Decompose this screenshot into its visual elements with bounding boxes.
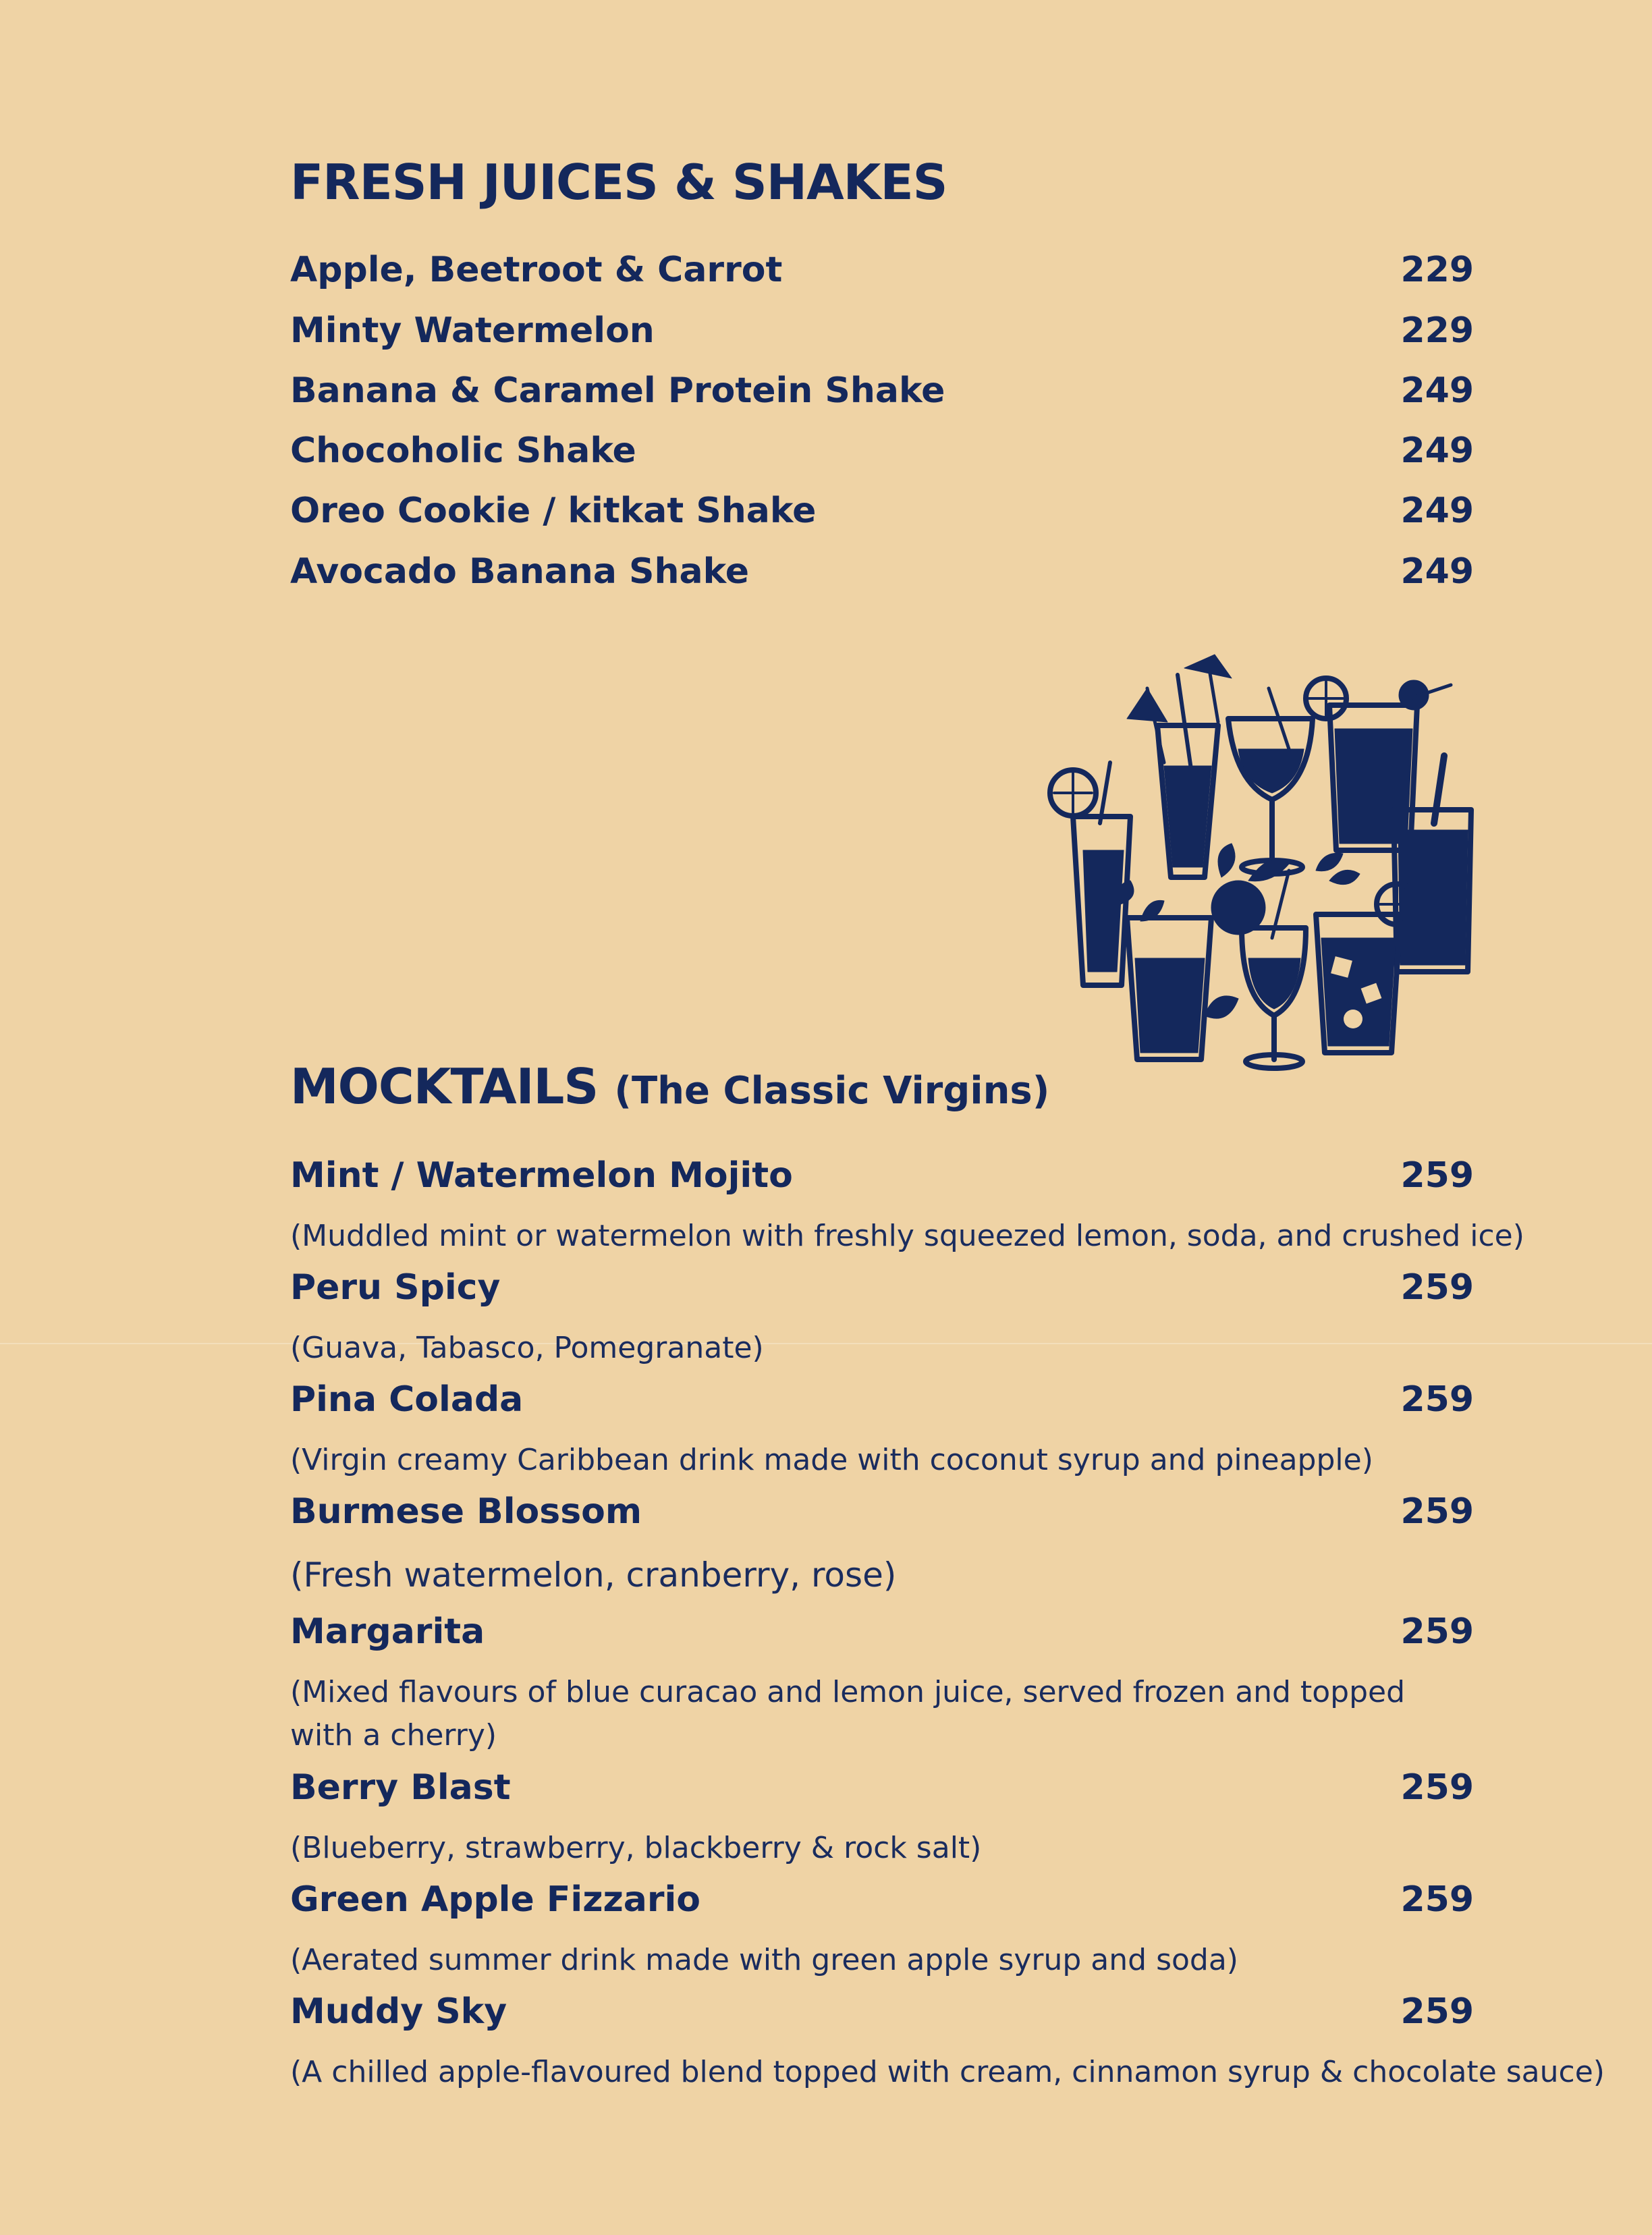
- item-description: (Mixed flavours of blue curacao and lemon juice, served frozen and topped with a cherry): [290, 1675, 1405, 1753]
- cocktail-glasses-icon: [1046, 648, 1485, 1073]
- menu-item-chocoholic-shake: [290, 431, 1474, 471]
- item-name: Minty Watermelon: [290, 310, 655, 351]
- juices-heading: FRESH JUICES & SHAKES: [290, 154, 947, 211]
- item-name: Pina Colada: [290, 1379, 524, 1420]
- item-price: 259: [1400, 1379, 1474, 1420]
- mocktails-heading: [290, 1058, 1049, 1115]
- item-description: (Virgin creamy Caribbean drink made with coconut syrup and pineapple): [290, 1443, 1373, 1477]
- item-name: Mint / Watermelon Mojito: [290, 1155, 793, 1196]
- item-name: Muddy Sky: [290, 1991, 507, 2032]
- item-price: 249: [1400, 370, 1474, 411]
- item-price: 229: [1400, 250, 1474, 290]
- item-name: Peru Spicy: [290, 1267, 501, 1308]
- menu-item-muddy-sky: [290, 1991, 1474, 2032]
- item-price: 259: [1400, 1155, 1474, 1196]
- item-description: (Guava, Tabasco, Pomegranate): [290, 1331, 764, 1365]
- mocktails-subtitle: (The Classic Virgins): [614, 1069, 1050, 1113]
- item-name: Green Apple Fizzario: [290, 1879, 701, 1920]
- item-price: 259: [1400, 1267, 1474, 1308]
- item-price: 259: [1400, 1767, 1474, 1808]
- item-price: 249: [1400, 491, 1474, 531]
- menu-item-banana-caramel-shake: [290, 370, 1474, 411]
- item-description: (A chilled apple-flavoured blend topped with cream, cinnamon syrup & chocolate sauce): [290, 2055, 1605, 2089]
- item-description: (Aerated summer drink made with green apple syrup and soda): [290, 1943, 1238, 1977]
- item-name: Oreo Cookie / kitkat Shake: [290, 491, 817, 531]
- item-name: Avocado Banana Shake: [290, 551, 750, 592]
- item-price: 259: [1400, 1879, 1474, 1920]
- menu-item-apple-beetroot-carrot: [290, 250, 1474, 290]
- item-price: 249: [1400, 431, 1474, 471]
- menu-item-oreo-kitkat-shake: [290, 491, 1474, 531]
- item-name: Berry Blast: [290, 1767, 511, 1808]
- mocktails-title: MOCKTAILS: [290, 1058, 599, 1115]
- menu-item-green-apple-fizzario: [290, 1879, 1474, 1920]
- menu-item-burmese-blossom: [290, 1491, 1474, 1532]
- menu-item-pina-colada: [290, 1379, 1474, 1420]
- item-price: 259: [1400, 1611, 1474, 1652]
- item-description: (Blueberry, strawberry, blackberry & rock salt): [290, 1831, 982, 1865]
- item-name: Burmese Blossom: [290, 1491, 642, 1532]
- item-price: 259: [1400, 1491, 1474, 1532]
- item-name: Banana & Caramel Protein Shake: [290, 370, 945, 411]
- item-price: 259: [1400, 1991, 1474, 2032]
- menu-item-minty-watermelon: [290, 310, 1474, 351]
- item-description: (Fresh watermelon, cranberry, rose): [290, 1555, 897, 1595]
- item-name: Apple, Beetroot & Carrot: [290, 250, 783, 290]
- menu-item-avocado-banana-shake: [290, 551, 1474, 592]
- menu-item-mojito: [290, 1155, 1474, 1196]
- item-price: 229: [1400, 310, 1474, 351]
- item-name: Chocoholic Shake: [290, 431, 636, 471]
- menu-item-peru-spicy: [290, 1267, 1474, 1308]
- menu-item-margarita: [290, 1611, 1474, 1652]
- item-description: (Muddled mint or watermelon with freshly squeezed lemon, soda, and crushed ice): [290, 1219, 1524, 1253]
- menu-item-berry-blast: [290, 1767, 1474, 1808]
- item-price: 249: [1400, 551, 1474, 592]
- item-name: Margarita: [290, 1611, 485, 1652]
